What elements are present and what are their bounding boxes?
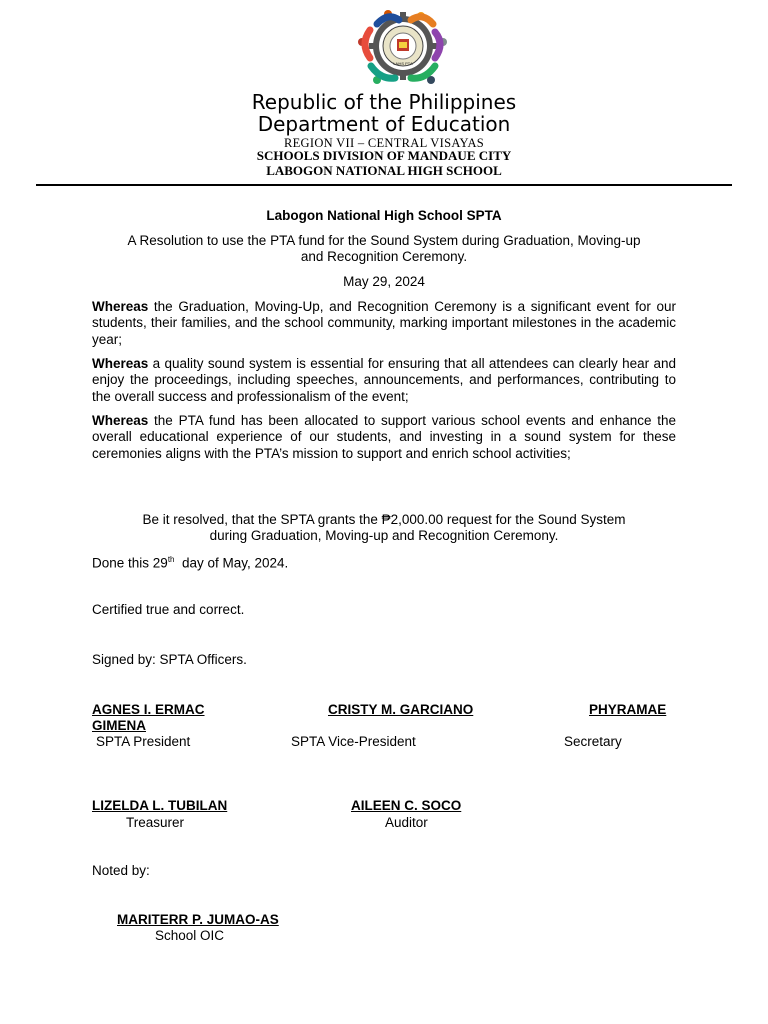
whereas-clause-2 (92, 356, 676, 405)
resolution-subtitle-line2: and Recognition Ceremony. (300, 249, 468, 264)
header-deped: Department of Education (257, 112, 511, 136)
signatory-name-auditor: AILEEN C. SOCO (351, 798, 462, 813)
header-divider (36, 184, 732, 186)
noted-by-label: Noted by: (92, 863, 150, 878)
document-date: May 29, 2024 (343, 274, 425, 289)
whereas-label: Whereas (92, 413, 149, 428)
signed-by-statement: Signed by: SPTA Officers. (92, 652, 247, 667)
whereas-label: Whereas (92, 356, 149, 371)
header-region: REGION VII – CENTRAL VISAYAS (283, 136, 485, 150)
done-text: Done this 29 (92, 555, 168, 571)
done-superscript: th (167, 555, 175, 564)
signatory-name-president: AGNES I. ERMAC (92, 702, 205, 717)
done-date-line (92, 552, 288, 572)
signatory-name-school-oic: MARITERR P. JUMAO-AS (117, 912, 279, 927)
signatory-name-vice-president: CRISTY M. GARCIANO (328, 702, 474, 717)
signatory-role-auditor: Auditor (385, 815, 428, 830)
header-division: SCHOOLS DIVISION OF MANDAUE CITY (256, 148, 512, 163)
whereas-text: the Graduation, Moving-Up, and Recognition Ceremony is a significant event for our students, their families, and the school community, marking important milestones in the academic year; (92, 299, 676, 347)
done-text-rest: day of May, 2024. (174, 555, 289, 571)
signatory-role-treasurer: Treasurer (126, 815, 185, 830)
resolved-line1: Be it resolved, that the SPTA grants the ₱2,000.00 request for the Sound System (142, 512, 626, 527)
document-title: Labogon National High School SPTA (266, 208, 502, 223)
logo-caption: LNHS PTA (393, 61, 413, 66)
whereas-text: a quality sound system is essential for ensuring that all attendees can clearly hear and enjoy the proceedings, including speeches, announcements, and performances, contributing to the overall success and professionalism of the event; (92, 356, 676, 404)
signatory-role-secretary: Secretary (564, 734, 622, 749)
signatory-name-treasurer: LIZELDA L. TUBILAN (92, 798, 228, 813)
certified-statement: Certified true and correct. (92, 602, 245, 617)
resolution-subtitle-line1: A Resolution to use the PTA fund for the Sound System during Graduation, Moving-up (127, 233, 641, 248)
whereas-label: Whereas (92, 299, 149, 314)
header-republic: Republic of the Philippines (251, 90, 517, 114)
signatory-role-president: SPTA President (96, 734, 191, 749)
signatory-name-secretary-last: GIMENA (92, 718, 146, 733)
signatory-name-secretary-first: PHYRAMAE (589, 702, 667, 717)
whereas-clause-3 (92, 413, 676, 462)
signatory-role-vice-president: SPTA Vice-President (291, 734, 416, 749)
whereas-text: the PTA fund has been allocated to support various school events and enhance the overall educational experience of our students, and investing in a sound system for these ceremonies aligns with the PTA’s mission to support and enrich school activities; (92, 413, 676, 461)
resolved-line2: during Graduation, Moving-up and Recognition Ceremony. (209, 528, 559, 543)
school-pta-logo (355, 6, 451, 86)
signatory-role-school-oic: School OIC (155, 928, 225, 943)
header-school: LABOGON NATIONAL HIGH SCHOOL (266, 163, 502, 178)
whereas-clause-1 (92, 299, 676, 348)
